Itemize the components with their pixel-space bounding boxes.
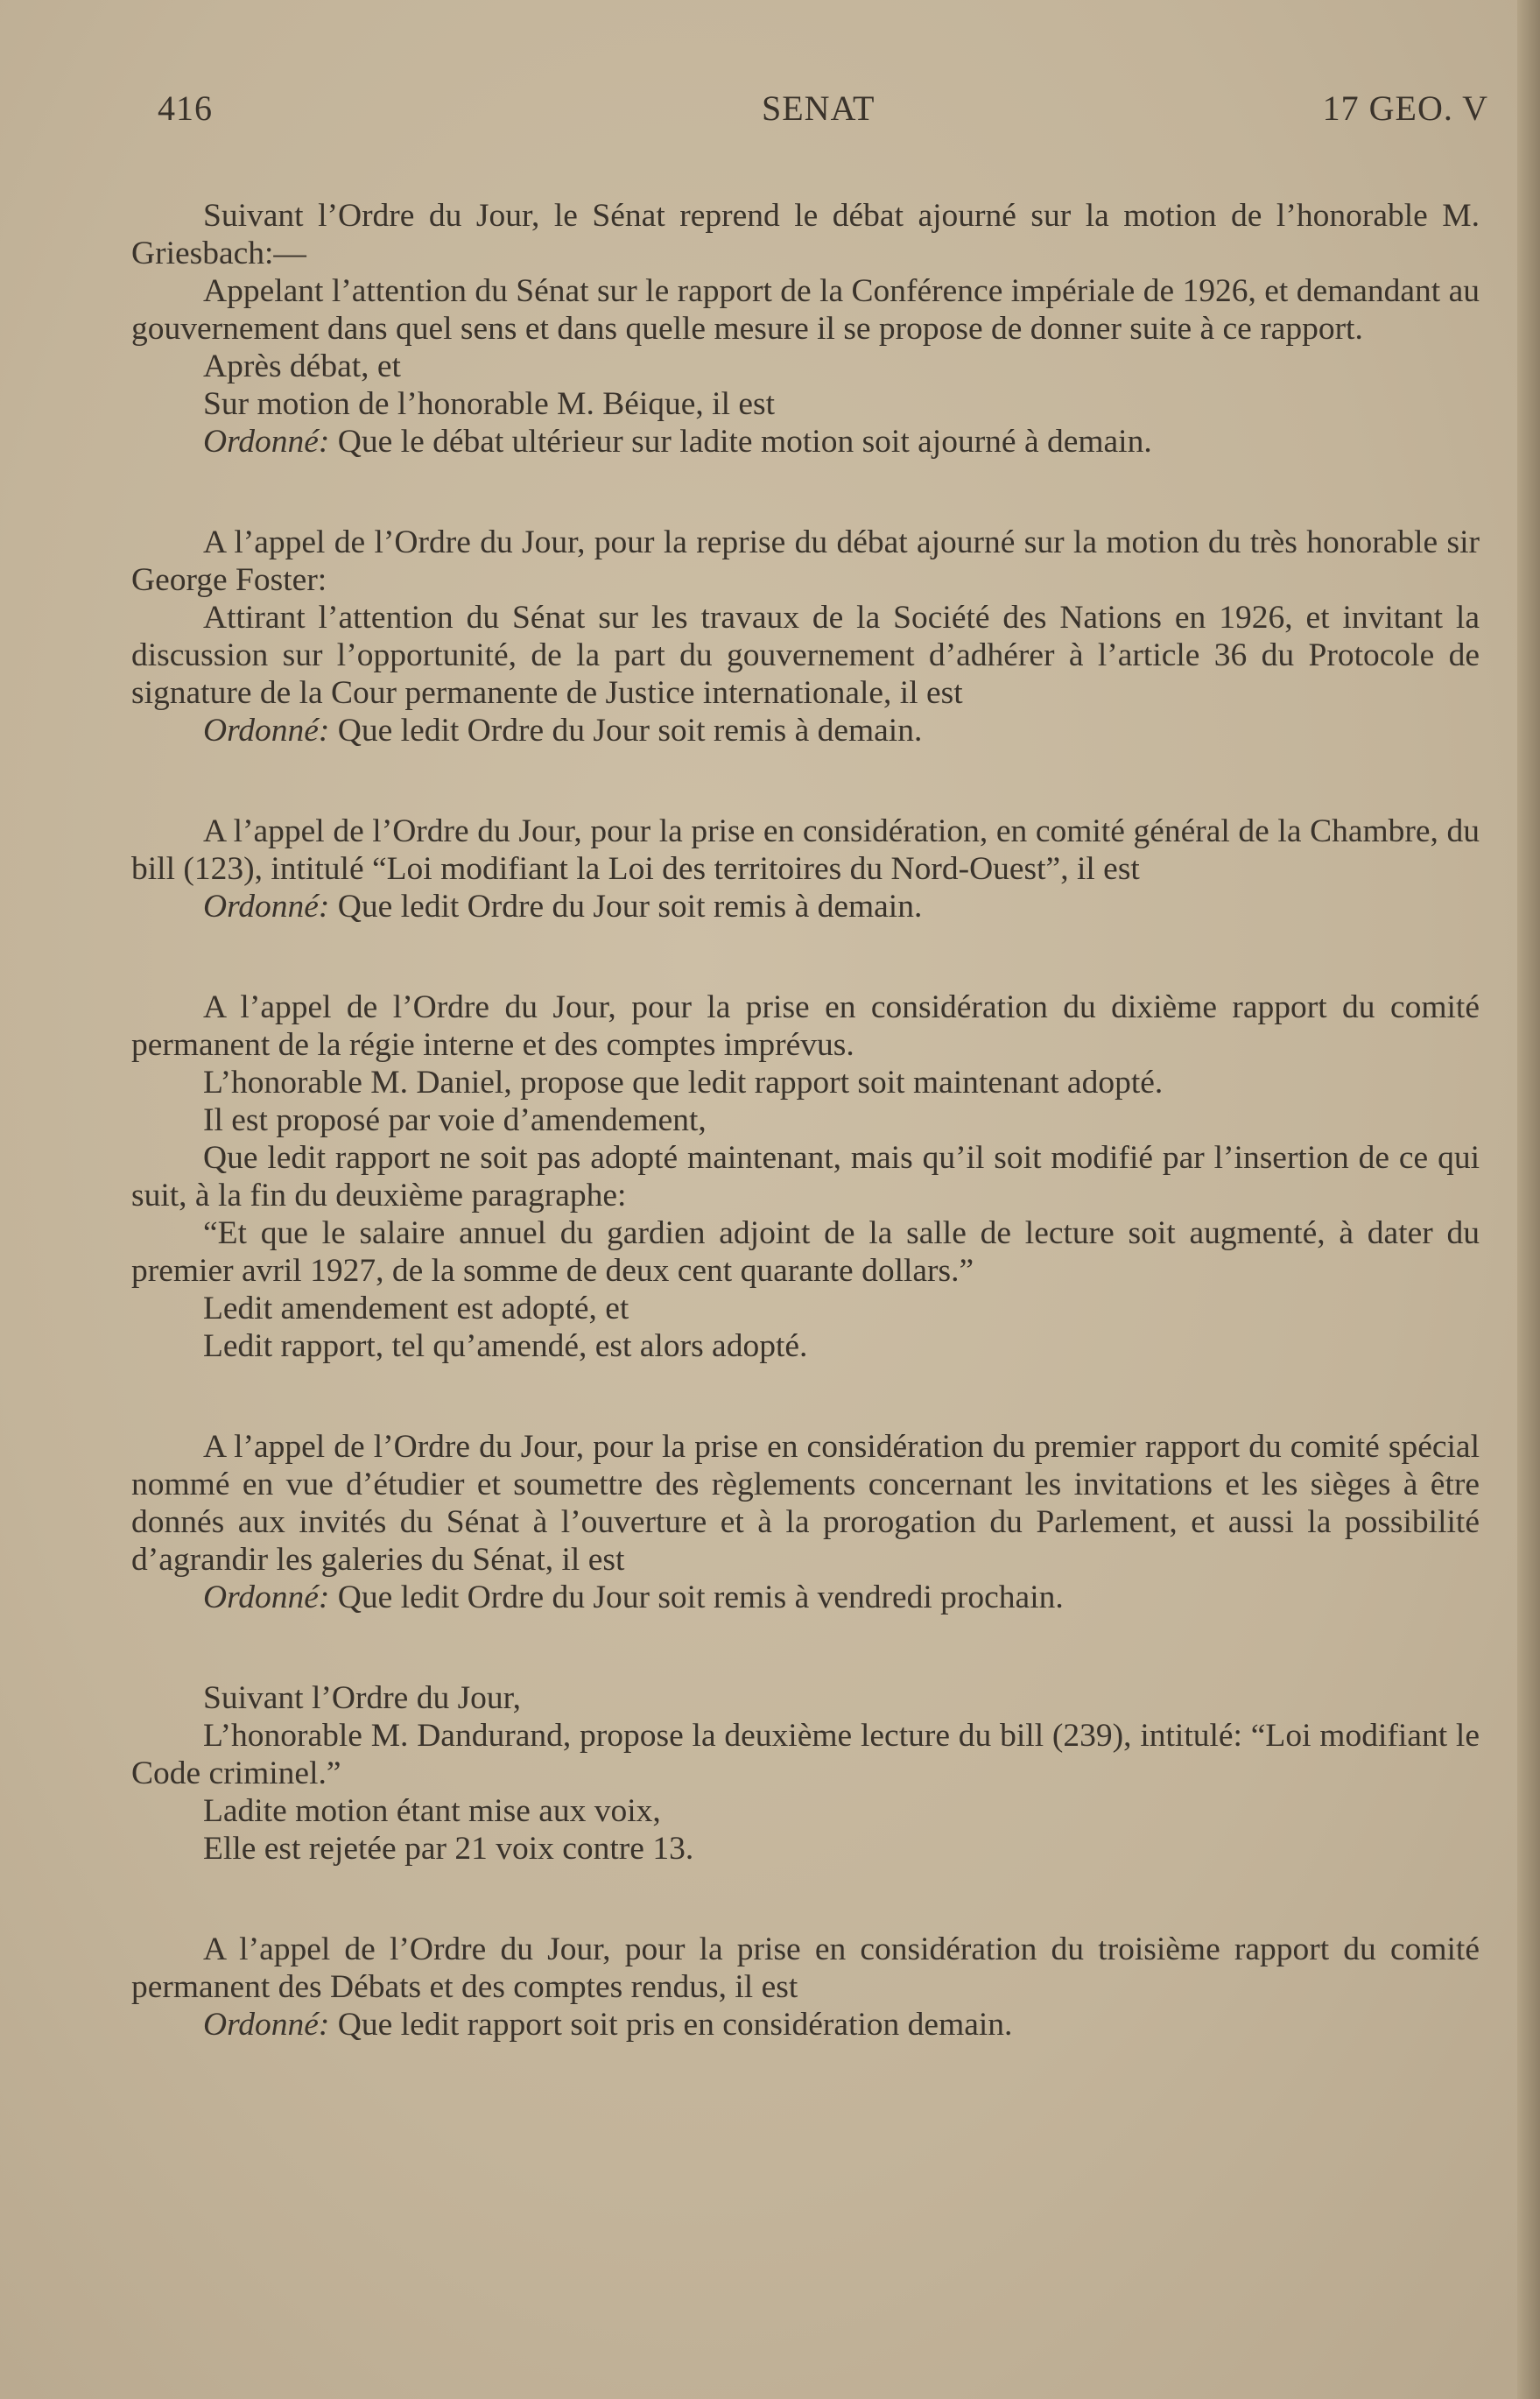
order-text: Que ledit Ordre du Jour soit remis à demain.	[337, 889, 923, 925]
order-text: Que ledit Ordre du Jour soit remis à vendredi prochain.	[337, 1579, 1064, 1615]
journal-entry	[131, 1679, 1480, 1868]
paragraph: Elle est rejetée par 21 voix contre 13.	[203, 1831, 694, 1867]
paragraph: Suivant l’Ordre du Jour,	[203, 1680, 522, 1716]
paragraph: Après débat, et	[203, 348, 401, 384]
page-edge-shadow	[1517, 0, 1540, 2399]
paragraph: A l’appel de l’Ordre du Jour, pour la prise en considération, en comité général de la Chambre, du bill (123), intitulé “Loi modifiant la Loi des territoires du Nord-Ouest”, il est	[131, 813, 1480, 887]
paragraph: L’honorable M. Dandurand, propose la deuxième lecture du bill (239), intitulé: “Loi modifiant le Code criminel.”	[131, 1718, 1480, 1791]
order-line	[131, 423, 1480, 461]
order-label: Ordonné:	[203, 424, 330, 460]
paragraph: A l’appel de l’Ordre du Jour, pour la prise en considération du premier rapport du comité spécial nommé en vue d’étudier et soumettre des règlements concernant les invitations et les sièges à être donnés aux invités du Sénat à l’ouverture et à la prorogation du Parlement, et aussi la possibilité d’agrandir les galeries du Sénat, il est	[131, 1429, 1480, 1578]
journal-entry	[131, 1931, 1480, 2044]
order-text: Que le débat ultérieur sur ladite motion soit ajourné à demain.	[337, 424, 1152, 460]
journal-entry	[131, 1428, 1480, 1616]
order-label: Ordonné:	[203, 713, 330, 749]
page-number: 416	[158, 88, 213, 128]
page-header	[158, 88, 1488, 149]
order-label: Ordonné:	[203, 889, 330, 925]
order-line	[131, 2006, 1480, 2044]
journal-entry	[131, 988, 1480, 1365]
order-line	[131, 888, 1480, 925]
journal-entry	[131, 524, 1480, 749]
journal-entry	[131, 197, 1480, 461]
paragraph: Ladite motion étant mise aux voix,	[203, 1793, 661, 1829]
order-text: Que ledit Ordre du Jour soit remis à demain.	[337, 713, 923, 749]
reign-year: 17 GEO. V	[1322, 88, 1488, 128]
journal-body	[131, 197, 1480, 2107]
paragraph: Attirant l’attention du Sénat sur les travaux de la Société des Nations en 1926, et invitant la discussion sur l’opportunité, de la part du gouvernement d’adhérer à l’article 36 du Protocole de signature de la Cour permanente de Justice internationale, il est	[131, 600, 1480, 711]
paragraph: “Et que le salaire annuel du gardien adjoint de la salle de lecture soit augmenté, à dater du premier avril 1927, de la somme de deux cent quarante dollars.”	[131, 1215, 1480, 1289]
order-line	[131, 1579, 1480, 1616]
paragraph: Suivant l’Ordre du Jour, le Sénat reprend le débat ajourné sur la motion de l’honorable M. Griesbach:—	[131, 198, 1480, 271]
journal-entry	[131, 813, 1480, 925]
paragraph: A l’appel de l’Ordre du Jour, pour la reprise du débat ajourné sur la motion du très honorable sir George Foster:	[131, 524, 1480, 598]
paragraph: Que ledit rapport ne soit pas adopté maintenant, mais qu’il soit modifié par l’insertion de ce qui suit, à la fin du deuxième paragraphe:	[131, 1140, 1480, 1214]
paragraph: A l’appel de l’Ordre du Jour, pour la prise en considération du troisième rapport du comité permanent des Débats et des comptes rendus, il est	[131, 1931, 1480, 2005]
order-line	[131, 712, 1480, 749]
paragraph: Appelant l’attention du Sénat sur le rapport de la Conférence impériale de 1926, et demandant au gouvernement dans quel sens et dans quelle mesure il se propose de donner suite à ce rapport.	[131, 273, 1480, 347]
order-text: Que ledit rapport soit pris en considération demain.	[337, 2007, 1013, 2043]
running-title: SENAT	[762, 88, 875, 128]
paragraph: Ledit amendement est adopté, et	[203, 1291, 629, 1326]
order-label: Ordonné:	[203, 2007, 330, 2043]
paragraph: A l’appel de l’Ordre du Jour, pour la prise en considération du dixième rapport du comité permanent de la régie interne et des comptes imprévus.	[131, 989, 1480, 1063]
paragraph: Il est proposé par voie d’amendement,	[203, 1102, 707, 1138]
paragraph: Ledit rapport, tel qu’amendé, est alors adopté.	[203, 1328, 808, 1364]
paragraph: L’honorable M. Daniel, propose que ledit rapport soit maintenant adopté.	[203, 1065, 1164, 1101]
paragraph: Sur motion de l’honorable M. Béique, il est	[203, 386, 776, 422]
order-label: Ordonné:	[203, 1579, 330, 1615]
